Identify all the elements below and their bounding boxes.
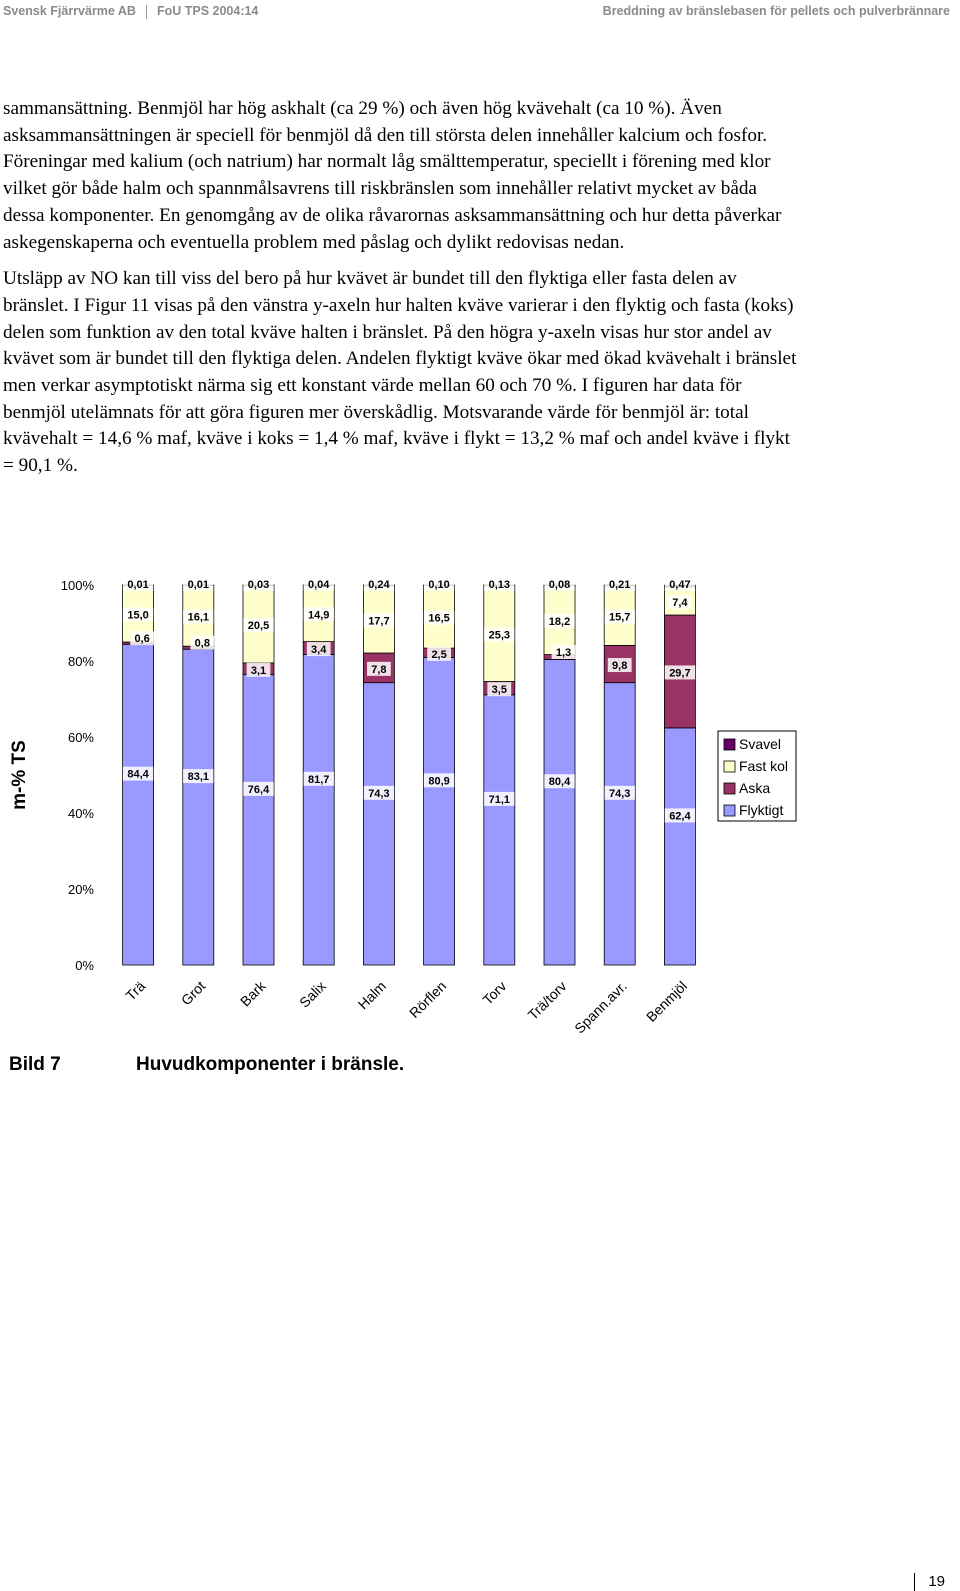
legend-swatch-svavel bbox=[724, 739, 735, 750]
data-label-flyktigt: 80,9 bbox=[428, 775, 450, 788]
data-label-svavel: 0,24 bbox=[368, 579, 390, 591]
data-label-fast-kol: 20,5 bbox=[247, 619, 270, 632]
legend-label-fast-kol: Fast kol bbox=[739, 758, 789, 774]
chart-svg bbox=[0, 575, 810, 1045]
data-label-svavel: 0,04 bbox=[307, 579, 330, 591]
data-label-flyktigt: 74,3 bbox=[368, 787, 390, 800]
data-label-flyktigt: 81,7 bbox=[307, 773, 330, 786]
y-tick-label: 100% bbox=[60, 578, 94, 593]
body-text bbox=[3, 96, 803, 490]
data-label-aska: 3,1 bbox=[250, 664, 267, 677]
data-label-aska: 29,7 bbox=[669, 667, 691, 680]
data-label-flyktigt: 83,1 bbox=[187, 771, 210, 784]
data-label-flyktigt: 84,4 bbox=[127, 768, 149, 781]
bar-segment-flyktigt bbox=[424, 658, 455, 965]
legend-label-svavel: Svavel bbox=[739, 736, 782, 752]
x-tick-label: Salix bbox=[296, 977, 329, 1011]
paragraph: sammansättning. Benmjöl har hög askhalt (ca 29 %) och även hög kvävehalt (ca 10 %). Även asksammansättningen är speciell för benmjöl då den till största delen innehåller kalcium och fosfor. Föreningar med kalium (och natrium) har normalt låg smälttemperatur, speciellt i förening med klor vilket gör både halm och spannmålsavrens till riskbränslen som innehåller relativt mycket av båda dessa komponenter. En genomgång av de olika råvarornas asksammansättning och hur detta påverkar askegenskaperna och eventuella problem med påslag och dylikt redovisas nedan. bbox=[3, 98, 782, 253]
legend-swatch-flyktigt bbox=[724, 805, 735, 816]
data-label-aska: 7,8 bbox=[371, 663, 387, 676]
x-tick-label: Rörflen bbox=[405, 977, 450, 1022]
x-tick-label: Trä bbox=[122, 977, 149, 1004]
data-label-flyktigt: 80,4 bbox=[548, 776, 571, 789]
data-label-aska: 2,5 bbox=[431, 648, 447, 661]
caption-number: Bild 7 bbox=[9, 1054, 61, 1075]
header-company: Svensk Fjärrvärme AB bbox=[3, 4, 136, 18]
bar-segment-flyktigt bbox=[604, 683, 635, 965]
paragraph: Utsläpp av NO kan till viss del bero på hur kvävet är bundet till den flyktiga eller fasta delen av bränslet. I Figur 11 visas på den vänstra y-axeln hur halten kväve varierar i den flyktig och fasta (koks) delen som funktion av den total kväve halten i bränslet. På den högra y-axeln visas hur stor andel av kvävet som är bundet till den flyktiga delen. Andelen flyktigt kväve ökar med ökad kvävehalt i bränslet men verkar asymptotiskt närma sig ett konstant värde mellan 60 och 70 %. I figuren har data för benmjöl utelämnats för att göra figuren mer överskådlig. Motsvarande värde för benmjöl är: total kvävehalt = 14,6 % maf, kväve i koks = 1,4 % maf, kväve i flykt = 13,2 % maf och andel kväve i flykt = 90,1 %. bbox=[3, 268, 797, 477]
data-label-svavel: 0,08 bbox=[548, 579, 571, 591]
data-label-svavel: 0,01 bbox=[187, 579, 210, 591]
y-tick-label: 0% bbox=[75, 958, 94, 973]
data-label-fast-kol: 7,4 bbox=[672, 596, 688, 609]
data-label-aska: 1,3 bbox=[555, 647, 572, 660]
data-label-flyktigt: 71,1 bbox=[488, 793, 511, 806]
stacked-bar-chart bbox=[0, 575, 810, 1045]
y-tick-label: 20% bbox=[67, 882, 94, 897]
x-tick-label: Torv bbox=[479, 977, 510, 1008]
legend-swatch-fast-kol bbox=[724, 761, 735, 772]
data-label-flyktigt: 62,4 bbox=[669, 810, 691, 823]
page-header bbox=[0, 0, 960, 24]
bar-segment-flyktigt bbox=[664, 728, 695, 965]
data-label-fast-kol: 18,2 bbox=[548, 615, 571, 628]
data-label-svavel: 0,01 bbox=[127, 579, 149, 591]
data-label-svavel: 0,47 bbox=[669, 579, 691, 591]
legend-label-flyktigt: Flyktigt bbox=[739, 802, 784, 818]
x-tick-label: Halm bbox=[354, 977, 390, 1013]
data-label-flyktigt: 76,4 bbox=[247, 783, 270, 796]
data-label-fast-kol: 15,0 bbox=[127, 609, 149, 622]
data-label-fast-kol: 15,7 bbox=[608, 611, 631, 624]
data-label-fast-kol: 16,1 bbox=[187, 611, 210, 624]
data-label-aska: 3,5 bbox=[491, 684, 507, 697]
data-label-fast-kol: 17,7 bbox=[368, 615, 390, 628]
bar-segment-flyktigt bbox=[303, 655, 334, 965]
y-tick-label: 60% bbox=[67, 730, 94, 745]
caption-text: Huvudkomponenter i bränsle. bbox=[136, 1054, 405, 1075]
x-tick-label: Benmjöl bbox=[642, 977, 691, 1025]
x-tick-label: Grot bbox=[177, 977, 209, 1009]
bar-segment-flyktigt bbox=[484, 695, 515, 965]
data-label-svavel: 0,21 bbox=[608, 579, 631, 591]
data-label-fast-kol: 16,5 bbox=[428, 612, 450, 625]
data-label-svavel: 0,10 bbox=[428, 579, 450, 591]
data-label-aska: 0,6 bbox=[134, 633, 150, 646]
y-tick-label: 80% bbox=[67, 654, 94, 669]
header-separator bbox=[146, 5, 147, 19]
data-label-aska: 9,8 bbox=[612, 660, 628, 673]
legend-swatch-aska bbox=[724, 783, 735, 794]
data-label-svavel: 0,13 bbox=[488, 579, 511, 591]
legend-label-aska: Aska bbox=[739, 780, 771, 796]
data-label-svavel: 0,03 bbox=[247, 579, 270, 591]
data-label-flyktigt: 74,3 bbox=[608, 787, 631, 800]
bar-segment-flyktigt bbox=[183, 649, 214, 965]
bar-segment-flyktigt bbox=[243, 675, 274, 965]
page-number: 19 bbox=[914, 1573, 945, 1591]
x-tick-label: Trä/torv bbox=[524, 977, 570, 1023]
x-tick-label: Spann.avr. bbox=[571, 977, 630, 1037]
y-tick-label: 40% bbox=[67, 806, 94, 821]
header-document-title: Breddning av bränslebasen för pellets och pulverbrännare bbox=[602, 4, 950, 18]
data-label-aska: 0,8 bbox=[194, 637, 210, 650]
data-label-fast-kol: 25,3 bbox=[488, 629, 511, 642]
bar-segment-flyktigt bbox=[123, 644, 154, 965]
bar-segment-flyktigt bbox=[544, 659, 575, 965]
header-report-number: FoU TPS 2004:14 bbox=[156, 4, 259, 18]
bar-segment-flyktigt bbox=[363, 683, 394, 965]
x-tick-label: Bark bbox=[236, 977, 269, 1010]
data-label-fast-kol: 14,9 bbox=[307, 609, 330, 622]
header-left bbox=[3, 4, 258, 19]
y-axis-label: m-% TS bbox=[9, 740, 30, 810]
data-label-aska: 3,4 bbox=[311, 644, 327, 657]
